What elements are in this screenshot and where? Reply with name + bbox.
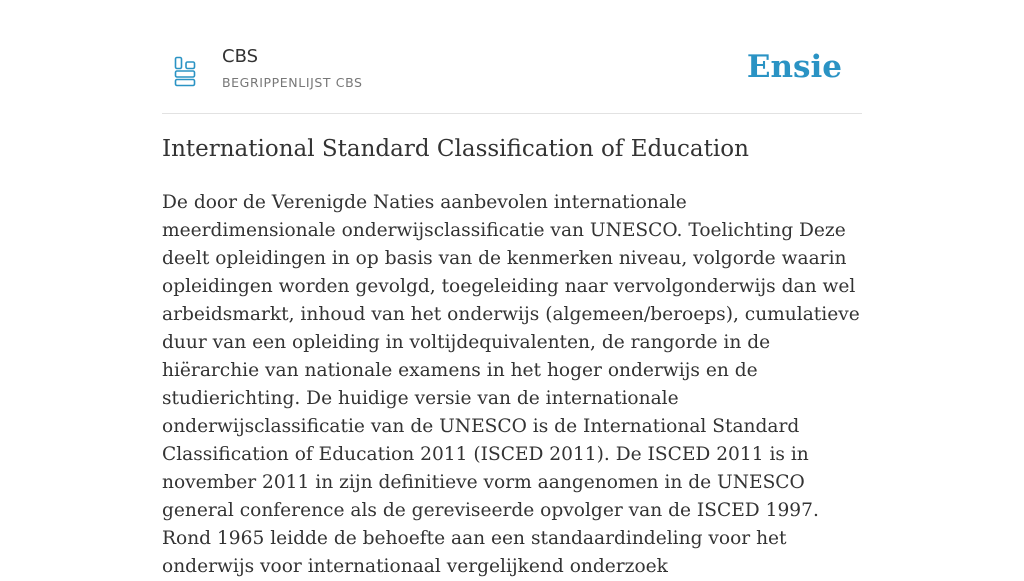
source-name[interactable]: CBS <box>222 46 259 67</box>
source-header <box>162 40 862 114</box>
cbs-logo-icon[interactable] <box>174 56 196 88</box>
ensie-brand-logo[interactable]: Ensie <box>746 49 842 85</box>
source-subtitle[interactable]: BEGRIPPENLIJST CBS <box>222 75 363 90</box>
entry-title: International Standard Classification of Education <box>162 136 749 162</box>
entry-definition: De door de Verenigde Naties aanbevolen internationale meerdimensionale onderwijsclassificatie van UNESCO. Toelichting Deze deelt opleidingen in op basis van de kenmerken niveau, volgorde waarin opleidingen worden gevolgd, toegeleiding naar vervolgonderwijs dan wel arbeidsmarkt, inhoud van het onderwijs (algemeen/beroeps), cumulatieve duur van een opleiding in voltijdequivalenten, de rangorde in de hiërarchie van nationale examens in het hoger onderwijs en de studierichting. De huidige versie van de internationale onderwijsclassificatie van de UNESCO is de International Standard Classification of Education 2011 (ISCED 2011). De ISCED 2011 is in november 2011 in zijn definitieve vorm aangenomen in de UNESCO general conference als de gereviseerde opvolger van de ISCED 1997. Rond 1965 leidde de behoefte aan een standaardindeling voor het onderwijs voor internationaal vergelijkend onderzoek <box>162 192 860 577</box>
